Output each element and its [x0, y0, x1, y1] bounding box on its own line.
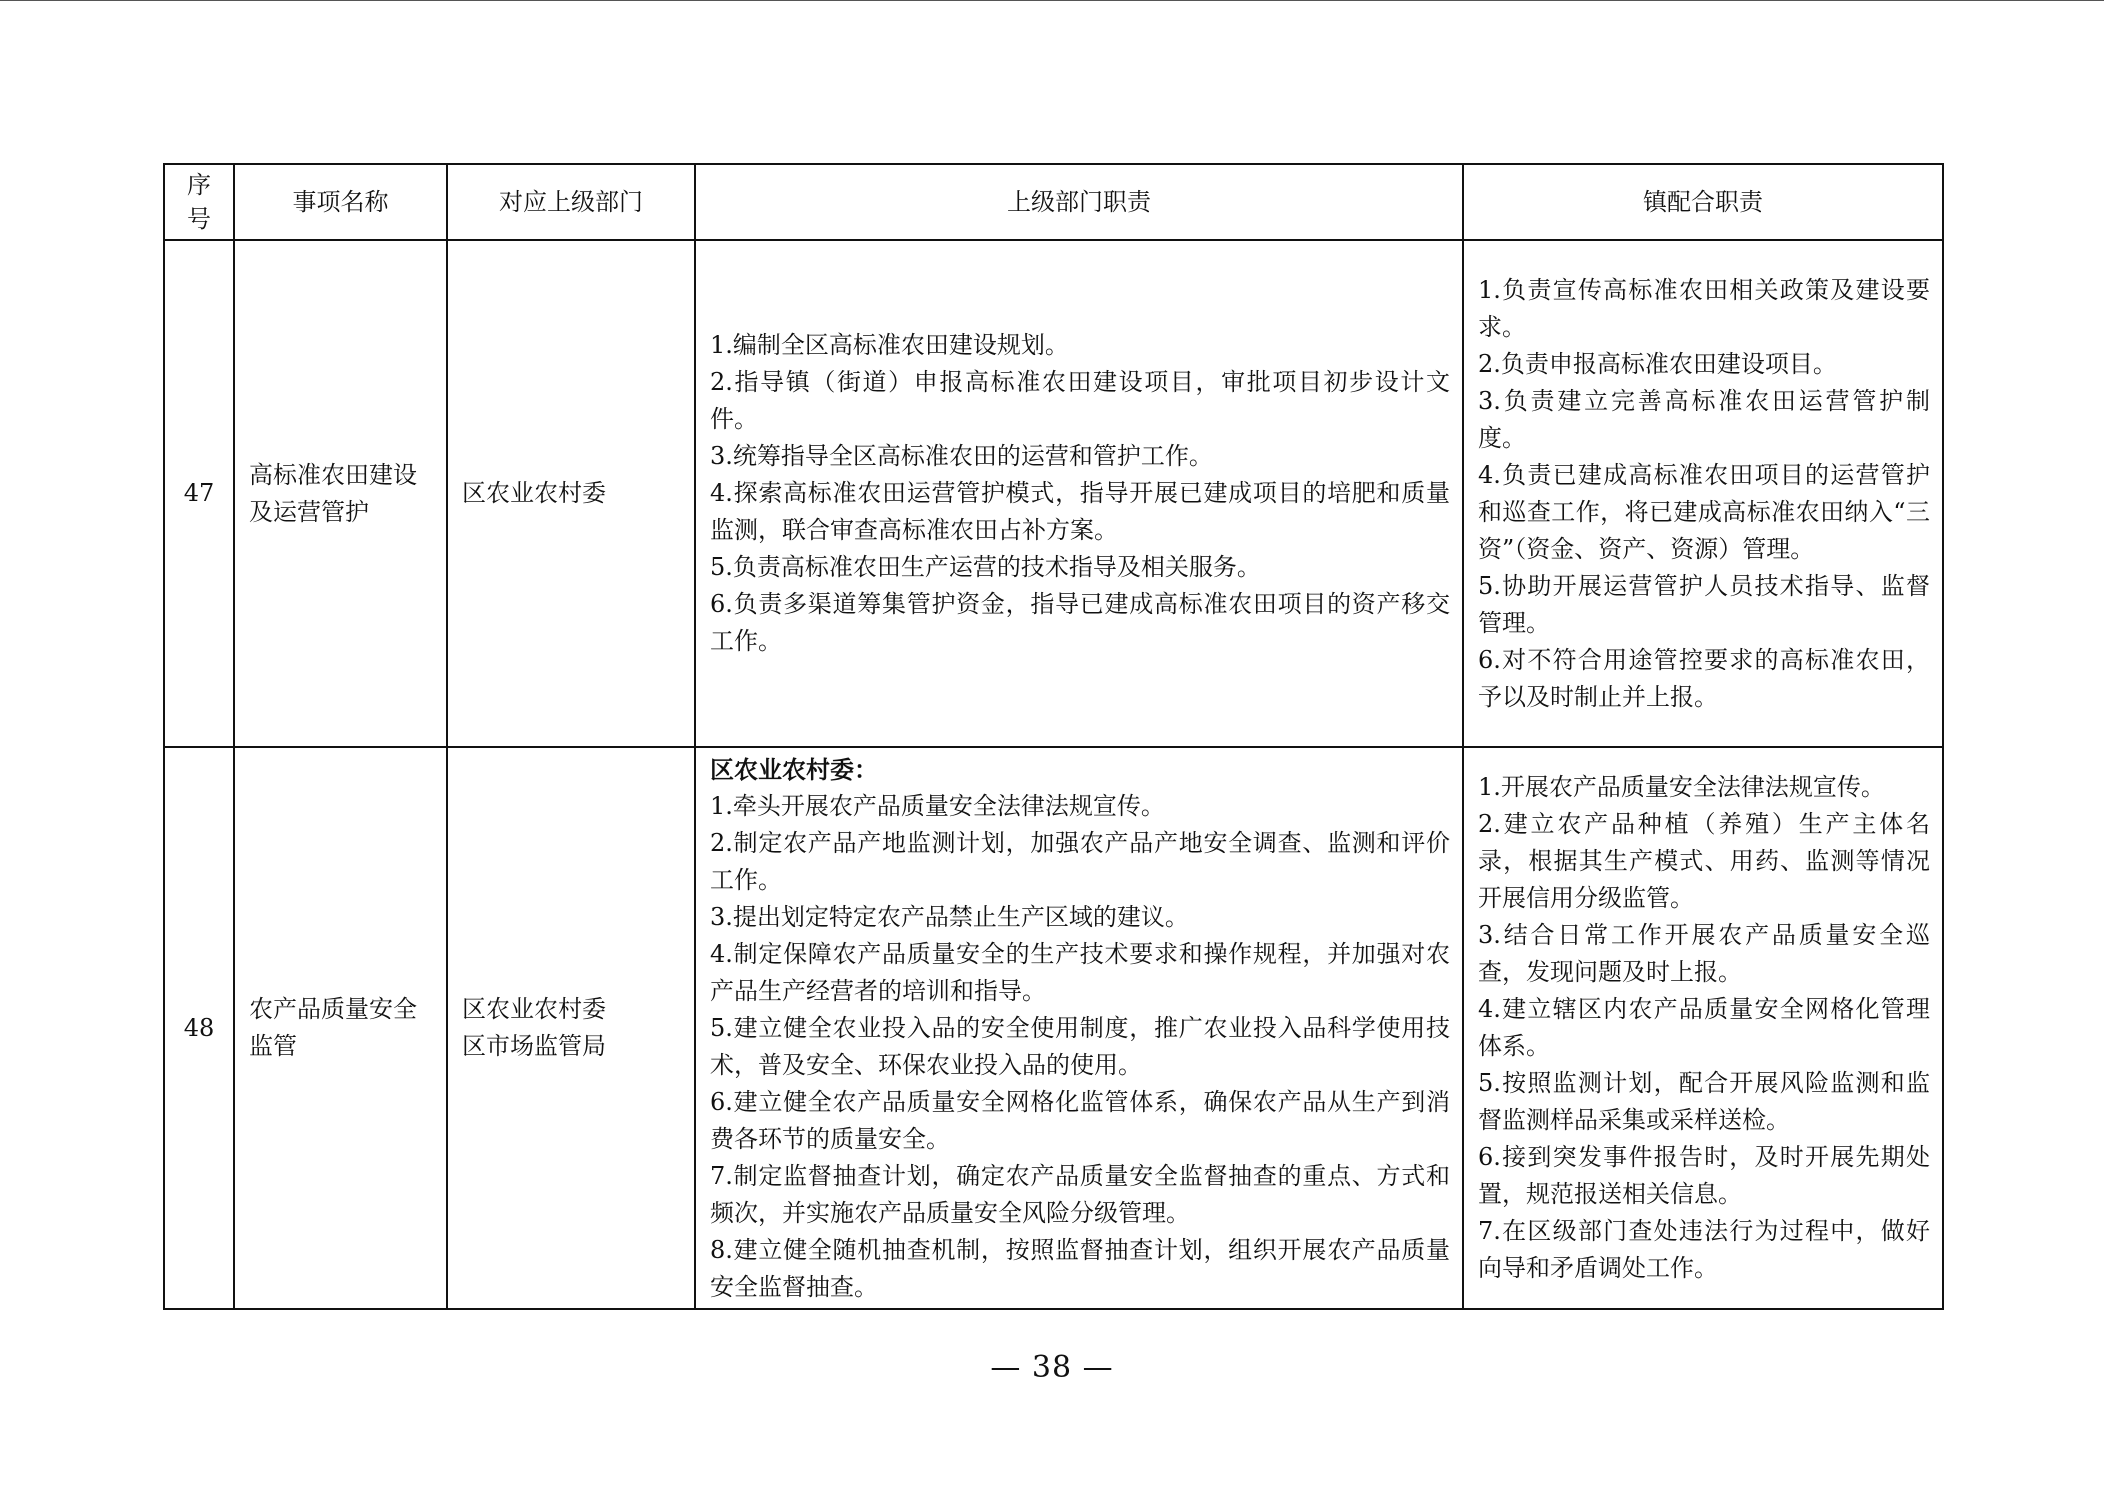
header-town-duty: 镇配合职责 [1463, 164, 1943, 240]
town-duty-line: 3.负责建立完善高标准农田运营管护制度。 [1478, 386, 1930, 452]
header-upper-dept: 对应上级部门 [447, 164, 695, 240]
town-duty-line: 1.负责宣传高标准农田相关政策及建设要求。 [1478, 275, 1930, 341]
table-header-row [164, 164, 1943, 240]
upper-duty-line: 2.指导镇（街道）申报高标准农田建设项目，审批项目初步设计文件。 [710, 368, 1450, 433]
upper-duty [695, 240, 1463, 747]
table-row [164, 240, 1943, 747]
upper-duty-line: 4.探索高标准农田运营管护模式，指导开展已建成项目的培肥和质量监测，联合审查高标准农田占补方案。 [710, 479, 1450, 544]
upper-duty-line: 2.制定农产品产地监测计划，加强农产品产地安全调查、监测和评价工作。 [710, 828, 1450, 894]
upper-duty-heading: 区农业农村委： [710, 754, 878, 784]
upper-dept [447, 240, 695, 747]
upper-duty-line: 5.负责高标准农田生产运营的技术指导及相关服务。 [710, 553, 1261, 581]
table-row [164, 747, 1943, 1309]
town-duty-line: 5.协助开展运营管护人员技术指导、监督管理。 [1478, 571, 1930, 637]
town-duty-line: 3.结合日常工作开展农产品质量安全巡查，发现问题及时上报。 [1478, 921, 1930, 986]
upper-duty-line: 3.提出划定特定农产品禁止生产区域的建议。 [710, 902, 1189, 931]
upper-duty-line: 4.制定保障农产品质量安全的生产技术要求和操作规程，并加强对农产品生产经营者的培训和指导。 [710, 939, 1450, 1005]
upper-dept-line: 区市场监管局 [462, 1032, 606, 1060]
upper-duty-line: 5.建立健全农业投入品的安全使用制度，推广农业投入品科学使用技术，普及安全、环保农业投入品的使用。 [710, 1013, 1450, 1079]
town-duty-line: 6.对不符合用途管控要求的高标准农田，予以及时制止并上报。 [1478, 645, 1930, 711]
upper-dept-line: 区农业农村委 [462, 479, 606, 507]
upper-duty-line: 1.编制全区高标准农田建设规划。 [710, 331, 1069, 359]
row-number: 48 [164, 747, 234, 1309]
row-number: 47 [164, 240, 234, 747]
header-upper-duty: 上级部门职责 [695, 164, 1463, 240]
town-duty-line: 4.负责已建成高标准农田项目的运营管护和巡查工作，将已建成高标准农田纳入“三资”（资金、资产、资源）管理。 [1478, 460, 1930, 563]
upper-duty [695, 747, 1463, 1309]
town-duty-line: 2.建立农产品种植（养殖）生产主体名录，根据其生产模式、用药、监测等情况开展信用分级监管。 [1478, 810, 1930, 912]
town-duty-line: 6.接到突发事件报告时，及时开展先期处置，规范报送相关信息。 [1478, 1143, 1930, 1208]
upper-dept-line: 区农业农村委 [462, 995, 606, 1023]
page-number: — 38 — [990, 1350, 1114, 1385]
upper-dept [447, 747, 695, 1309]
upper-duty-line: 1.牵头开展农产品质量安全法律法规宣传。 [710, 791, 1165, 820]
town-duty-line: 4.建立辖区内农产品质量安全网格化管理体系。 [1478, 995, 1930, 1060]
town-duty-line: 5.按照监测计划，配合开展风险监测和监督监测样品采集或采样送检。 [1478, 1069, 1930, 1134]
item-name: 高标准农田建设及运营管护 [234, 240, 447, 747]
town-duty-line: 1.开展农产品质量安全法律法规宣传。 [1478, 773, 1885, 801]
town-duty [1463, 747, 1943, 1309]
page-top-border [0, 0, 2104, 1]
upper-duty-line: 3.统筹指导全区高标准农田的运营和管护工作。 [710, 442, 1213, 470]
upper-duty-line: 6.负责多渠道筹集管护资金，指导已建成高标准农田项目的资产移交工作。 [710, 590, 1450, 655]
duty-table [163, 163, 1944, 1310]
town-duty-line: 7.在区级部门查处违法行为过程中，做好向导和矛盾调处工作。 [1478, 1217, 1930, 1282]
upper-duty-line: 7.制定监督抽查计划，确定农产品质量安全监督抽查的重点、方式和频次，并实施农产品质量安全风险分级管理。 [710, 1161, 1450, 1227]
item-name: 农产品质量安全监管 [234, 747, 447, 1309]
upper-duty-line: 8.建立健全随机抽查机制，按照监督抽查计划，组织开展农产品质量安全监督抽查。 [710, 1235, 1450, 1301]
header-no: 序号 [164, 164, 234, 240]
town-duty-line: 2.负责申报高标准农田建设项目。 [1478, 349, 1837, 378]
town-duty [1463, 240, 1943, 747]
upper-duty-line: 6.建立健全农产品质量安全网格化监管体系，确保农产品从生产到消费各环节的质量安全。 [710, 1087, 1450, 1153]
header-item-name: 事项名称 [234, 164, 447, 240]
